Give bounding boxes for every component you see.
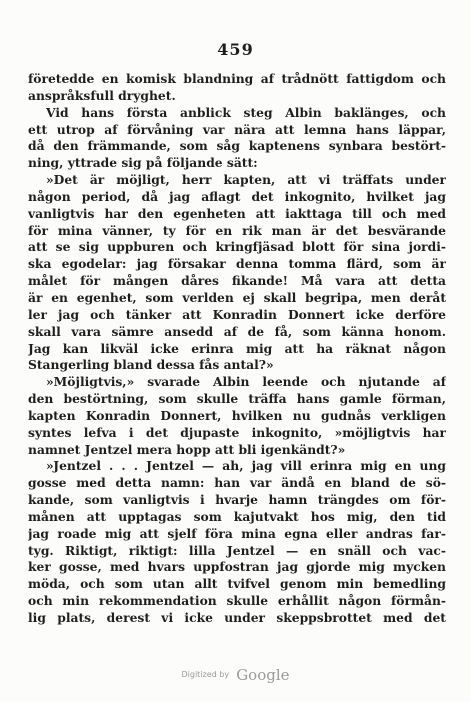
- text-line: för mina vänner, ty för en rik man är det besvärande: [28, 222, 446, 238]
- text-line: Vid hans första anblick steg Albin baklänges, och: [46, 104, 446, 120]
- text-line: namnet Jentzel mera hopp att bli igenkändt?»: [28, 441, 346, 457]
- text-line: företedde en komisk blandning af trådnött fattigdom och: [28, 71, 446, 86]
- body-text: [28, 71, 446, 627]
- text-line: »Möjligtvis,» svarade Albin leende och njutande af: [46, 374, 446, 390]
- text-line: vanligtvis har den egenheten att iakttaga till och med: [28, 205, 446, 221]
- text-line: lig plats, derest vi icke under skeppsbrottet med det: [28, 610, 446, 625]
- text-line: att se sig uppburen och kringfjäsad blott för sina jordi-: [28, 239, 446, 255]
- text-line: gosse med detta namn: han var ändå en bland de sö-: [28, 475, 446, 491]
- text-line: kapten Konradin Donnert, hvilken nu gudnås verkligen: [28, 407, 446, 423]
- text-line: skall vara sämre ansedd af de få, som känna honom.: [28, 323, 446, 339]
- text-line: Jag kan likväl icke erinra mig att ha räknat någon: [28, 340, 446, 356]
- text-line: »Det är möjligt, herr kapten, att vi träffats under: [46, 172, 446, 188]
- text-line: kande, som vanligtvis i hvarje hamn trängdes om för-: [28, 492, 446, 508]
- text-line: anspråksfull dryghet.: [28, 87, 176, 103]
- text-line: ning, yttrade sig på följande sätt:: [28, 155, 258, 171]
- text-line: möda, och som utan allt tvifvel genom min bemedling: [28, 576, 446, 592]
- text-line: ett utrop af förvåning var nära att lemna hans läppar,: [28, 121, 446, 137]
- text-line: någon period, då jag aflagt det inkognito, hvilket jag: [28, 188, 446, 204]
- text-line: ker gosse, med hvars uppfostran jag gjorde mig mycken: [28, 559, 446, 575]
- text-line: månen att upptagas som kajutvakt hos mig, den tid: [28, 508, 446, 524]
- text-line: »Jentzel . . . Jentzel — ah, jag vill erinra mig en ung: [46, 458, 446, 474]
- google-logo-text: Google: [236, 665, 290, 684]
- text-line: målet för mången dåres fikande! Må vara att detta: [28, 273, 446, 289]
- text-line: tyg. Riktigt, riktigt: lilla Jentzel — en snäll och vac-: [28, 542, 446, 558]
- text-line: den bestörtning, som skulle träffa hans gamle förman,: [28, 391, 446, 407]
- text-line: är en egenhet, som verlden ej skall begripa, men deråt: [28, 289, 446, 305]
- text-line: ska egodelar: jag försakar denna tomma flärd, som är: [28, 256, 446, 272]
- digitization-watermark: [0, 664, 471, 684]
- text-line: Stangerling bland dessa fås antal?»: [28, 357, 274, 373]
- text-line: då den främmande, som såg kaptenens synbara bestört-: [28, 138, 446, 154]
- text-line: jag roade mig att sjelf föra mina egna eller andras far-: [28, 525, 446, 541]
- text-line: ler jag och tänker att Konradin Donnert icke derföre: [28, 306, 446, 322]
- digitized-by-label: Digitized by: [181, 670, 230, 679]
- page-number: 459: [217, 40, 254, 59]
- text-line: och min rekommendation skulle erhållit någon förmån-: [28, 593, 446, 609]
- text-line: syntes lefva i det djupaste inkognito, »möjligtvis har: [28, 424, 446, 440]
